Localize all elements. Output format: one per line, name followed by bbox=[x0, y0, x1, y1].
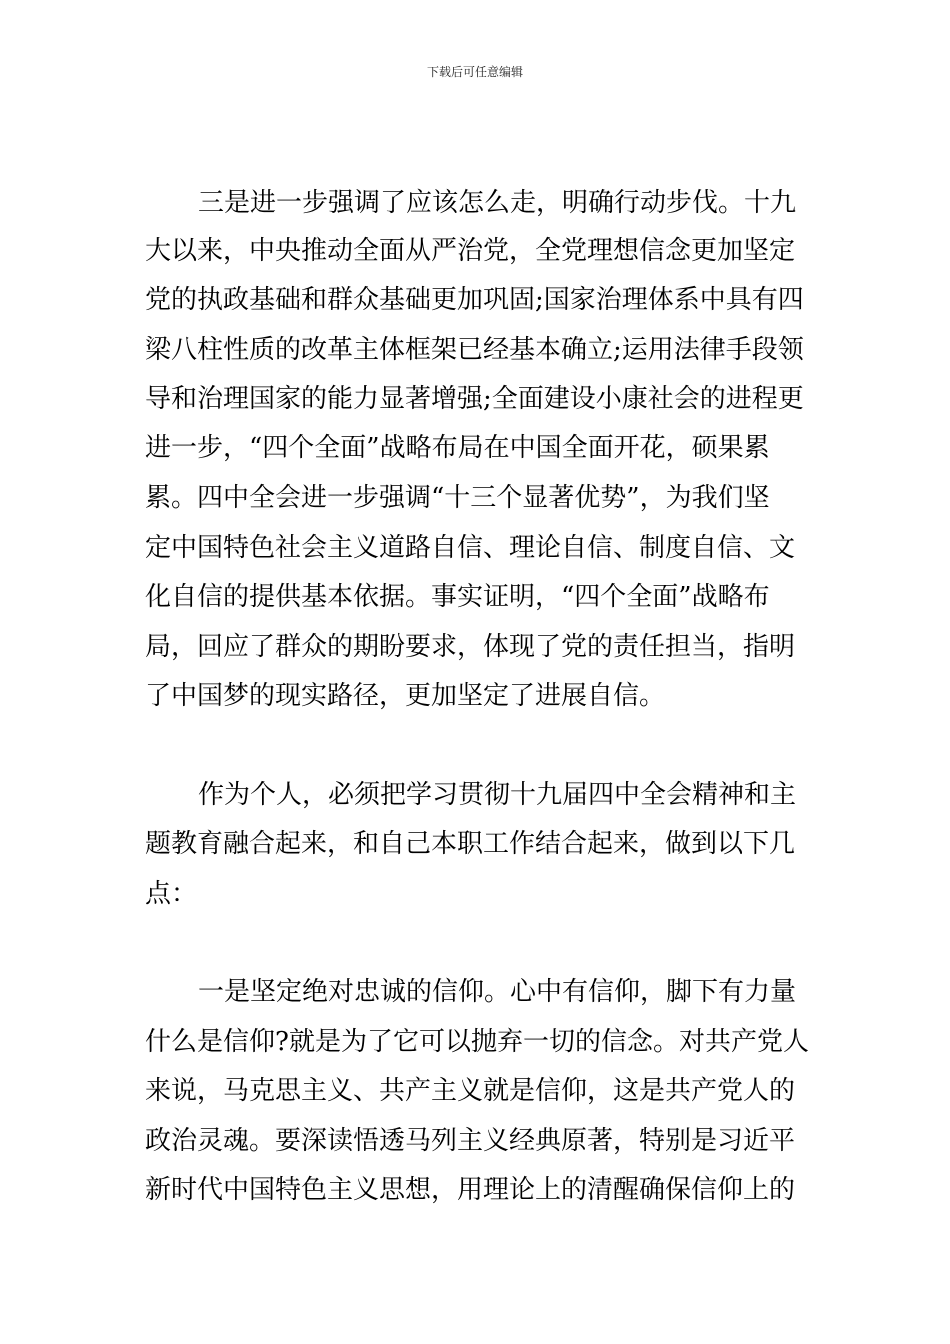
paragraph-1-line-1: 三是进一步强调了应该怎么走，明确行动步伐。十九 bbox=[198, 188, 797, 218]
paragraph-1-line-3: 党的执政基础和群众基础更加巩固;国家治理体系中具有四 bbox=[145, 285, 804, 315]
paragraph-1-line-5: 导和治理国家的能力显著增强;全面建设小康社会的进程更 bbox=[145, 384, 804, 414]
paragraph-3-line-1: 一是坚定绝对忠诚的信仰。心中有信仰，脚下有力量 bbox=[198, 977, 797, 1007]
paragraph-1-line-8: 定中国特色社会主义道路自信、理论自信、制度自信、文 bbox=[145, 533, 796, 563]
paragraph-3-line-4: 政治灵魂。要深读悟透马列主义经典原著，特别是习近平 bbox=[145, 1126, 796, 1156]
paragraph-2-line-1: 作为个人，必须把学习贯彻十九届四中全会精神和主 bbox=[198, 780, 797, 810]
paragraph-3-line-3: 来说，马克思主义、共产主义就是信仰，这是共产党人的 bbox=[145, 1076, 796, 1106]
paragraph-1-line-6: 进一步，“四个全面”战略布局在中国全面开花，硕果累 bbox=[145, 433, 770, 463]
paragraph-2-line-2: 题教育融合起来，和自己本职工作结合起来，做到以下几 bbox=[145, 829, 796, 859]
paragraph-3-line-2: 什么是信仰?就是为了它可以抛弃一切的信念。对共产党人 bbox=[145, 1027, 809, 1057]
page-header: 下载后可任意编辑 bbox=[426, 65, 523, 79]
paragraph-1-line-9: 化自信的提供基本依据。事实证明，“四个全面”战略布 bbox=[145, 582, 770, 612]
paragraph-1-line-4: 梁八柱性质的改革主体框架已经基本确立;运用法律手段领 bbox=[145, 335, 804, 365]
paragraph-2-line-3: 点： bbox=[145, 879, 198, 909]
paragraph-3-line-5: 新时代中国特色主义思想，用理论上的清醒确保信仰上的 bbox=[145, 1175, 796, 1205]
paragraph-1-line-10: 局，回应了群众的期盼要求，体现了党的责任担当，指明 bbox=[145, 632, 796, 662]
paragraph-1-line-11: 了中国梦的现实路径，更加坚定了进展自信。 bbox=[145, 681, 666, 711]
paragraph-1-line-7: 累。四中全会进一步强调“十三个显著优势”，为我们坚 bbox=[145, 483, 770, 513]
paragraph-1-line-2: 大以来，中央推动全面从严治党，全党理想信念更加坚定 bbox=[145, 236, 796, 266]
